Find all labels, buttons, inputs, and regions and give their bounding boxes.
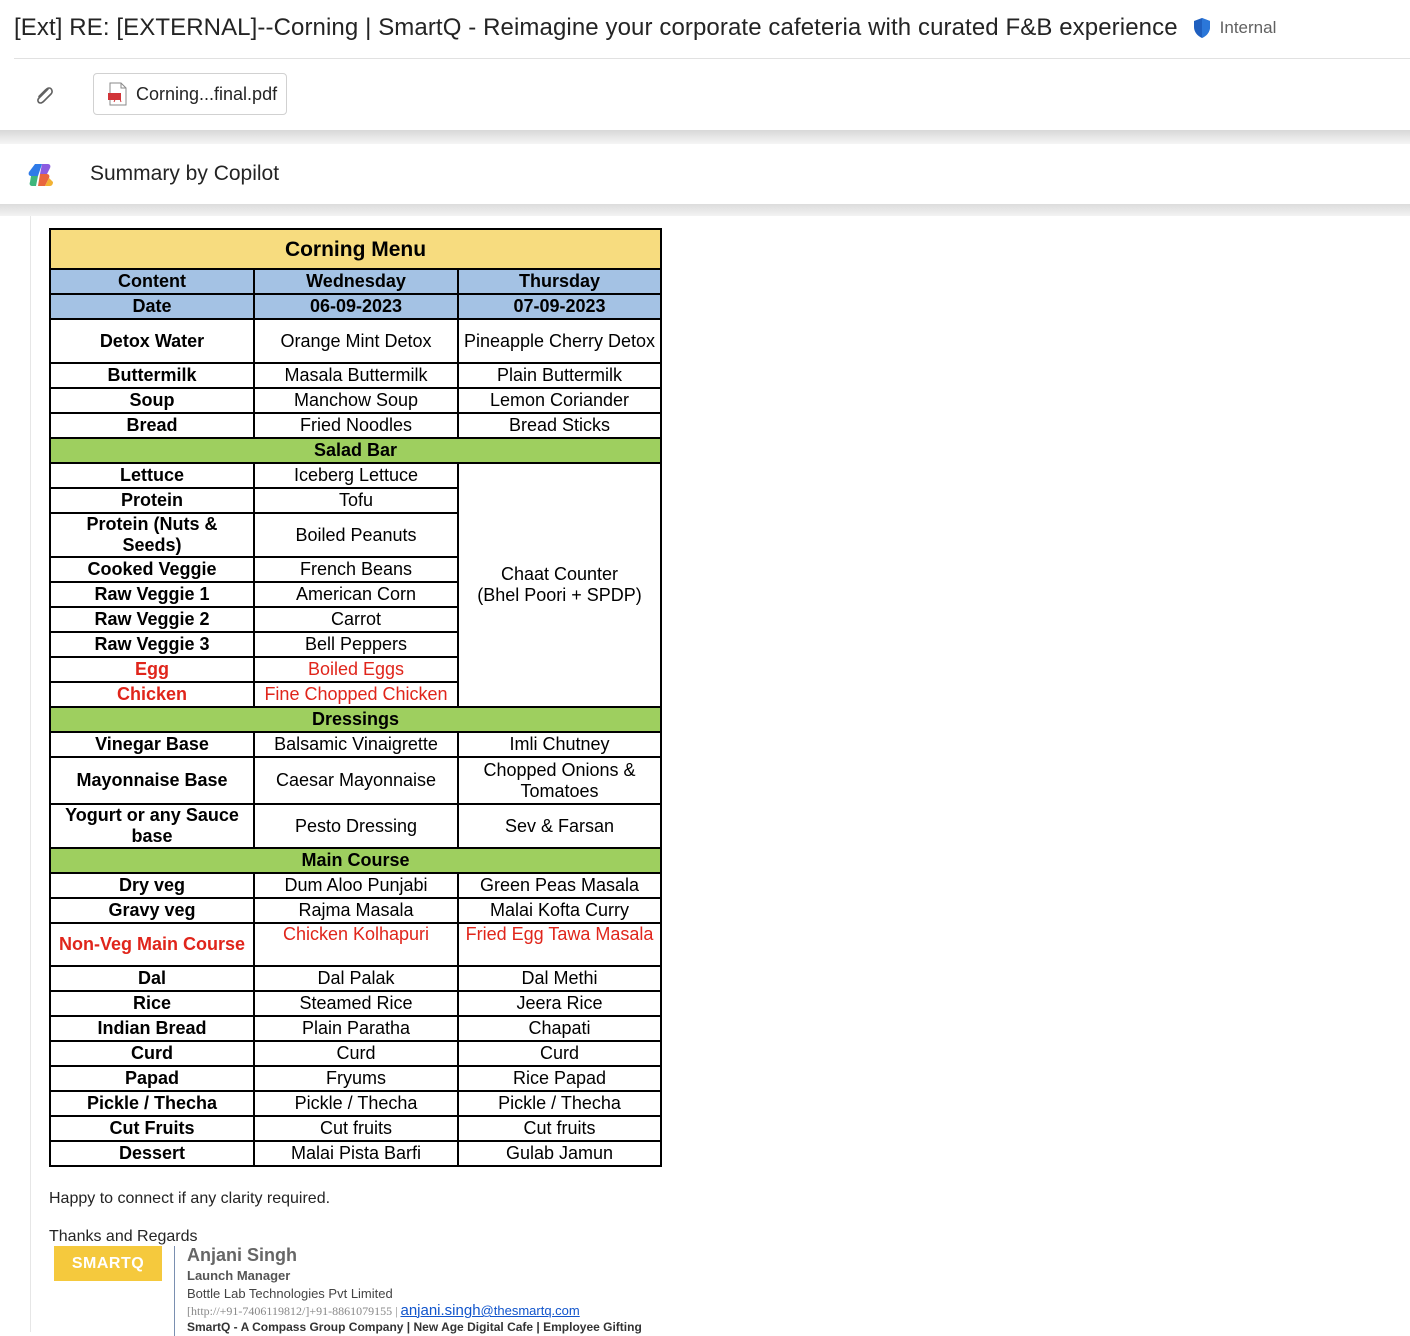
- menu-cell: Indian Bread: [50, 1016, 254, 1041]
- menu-section-row: [50, 438, 661, 463]
- menu-cell: Boiled Eggs: [254, 657, 458, 682]
- email-subject: [Ext] RE: [EXTERNAL]--Corning | SmartQ - Reimagine your corporate cafeteria with curated F&B experience: [14, 14, 1178, 41]
- signature-company: Bottle Lab Technologies Pvt Limited: [187, 1286, 393, 1301]
- menu-cell: Plain Paratha: [254, 1016, 458, 1041]
- table-row: [50, 991, 661, 1016]
- menu-cell: Boiled Peanuts: [254, 513, 458, 557]
- menu-cell: Protein (Nuts & Seeds): [50, 513, 254, 557]
- menu-cell: Rice Papad: [458, 1066, 661, 1091]
- table-row: [50, 804, 661, 848]
- email-subject-bar: [14, 10, 1410, 46]
- table-row: [50, 1116, 661, 1141]
- table-row: [50, 966, 661, 991]
- menu-cell: Dry veg: [50, 873, 254, 898]
- table-row: [50, 923, 661, 966]
- table-row: [50, 388, 661, 413]
- menu-cell: Raw Veggie 2: [50, 607, 254, 632]
- menu-cell: Fryums: [254, 1066, 458, 1091]
- section-main-course: Main Course: [50, 848, 661, 873]
- menu-cell: Balsamic Vinaigrette: [254, 732, 458, 757]
- menu-cell: Bread: [50, 413, 254, 438]
- menu-cell: Malai Pista Barfi: [254, 1141, 458, 1166]
- menu-cell: Caesar Mayonnaise: [254, 757, 458, 804]
- menu-date-row: [50, 294, 661, 319]
- table-row: [50, 757, 661, 804]
- menu-date-cell: Date: [50, 294, 254, 319]
- menu-cell: Cut Fruits: [50, 1116, 254, 1141]
- closing-text: Happy to connect if any clarity required.: [49, 1190, 331, 1207]
- menu-cell: Pickle / Thecha: [254, 1091, 458, 1116]
- menu-date-cell: 06-09-2023: [254, 294, 458, 319]
- menu-cell: Raw Veggie 1: [50, 582, 254, 607]
- menu-cell: Bread Sticks: [458, 413, 661, 438]
- menu-cell: Jeera Rice: [458, 991, 661, 1016]
- table-row: [50, 1041, 661, 1066]
- table-row: [50, 1016, 661, 1041]
- menu-section-row: [50, 707, 661, 732]
- menu-table: [49, 228, 662, 1167]
- menu-cell: Dum Aloo Punjabi: [254, 873, 458, 898]
- menu-cell: Imli Chutney: [458, 732, 661, 757]
- copilot-icon: [26, 160, 56, 190]
- copilot-summary-bar[interactable]: [0, 144, 1410, 204]
- menu-header-cell: Content: [50, 269, 254, 294]
- menu-title: Corning Menu: [50, 229, 661, 269]
- menu-cell: Curd: [50, 1041, 254, 1066]
- chaat-counter-cell: Chaat Counter (Bhel Poori + SPDP): [458, 463, 661, 707]
- section-separator: [0, 204, 1410, 216]
- menu-cell: Mayonnaise Base: [50, 757, 254, 804]
- menu-cell: Lettuce: [50, 463, 254, 488]
- shield-icon: [1192, 17, 1212, 39]
- menu-cell: Fried Egg Tawa Masala: [458, 923, 661, 966]
- attachments-row: [0, 59, 1410, 131]
- menu-cell: Non-Veg Main Course: [50, 923, 254, 966]
- menu-cell: Steamed Rice: [254, 991, 458, 1016]
- menu-cell: Rice: [50, 991, 254, 1016]
- quote-border: [30, 216, 31, 1332]
- table-row: [50, 898, 661, 923]
- menu-cell: Plain Buttermilk: [458, 363, 661, 388]
- menu-cell: Dessert: [50, 1141, 254, 1166]
- section-salad-bar: Salad Bar: [50, 438, 661, 463]
- menu-cell: Carrot: [254, 607, 458, 632]
- menu-date-cell: 07-09-2023: [458, 294, 661, 319]
- section-dressings: Dressings: [50, 707, 661, 732]
- menu-cell: Rajma Masala: [254, 898, 458, 923]
- menu-cell: Chicken Kolhapuri: [254, 923, 458, 966]
- paperclip-icon: [32, 83, 56, 109]
- signature-email[interactable]: anjani.singh@thesmartq.com: [400, 1302, 580, 1319]
- menu-cell: Gulab Jamun: [458, 1141, 661, 1166]
- menu-cell: Detox Water: [50, 319, 254, 363]
- menu-cell: Papad: [50, 1066, 254, 1091]
- signature-title: Launch Manager: [187, 1268, 291, 1283]
- menu-cell: Raw Veggie 3: [50, 632, 254, 657]
- table-row: [50, 873, 661, 898]
- menu-cell: Yogurt or any Sauce base: [50, 804, 254, 848]
- signature-name: Anjani Singh: [187, 1245, 297, 1265]
- menu-header-cell: Thursday: [458, 269, 661, 294]
- menu-cell: Dal Methi: [458, 966, 661, 991]
- table-row: [50, 1091, 661, 1116]
- attachment-card[interactable]: [93, 73, 287, 115]
- menu-cell: Tofu: [254, 488, 458, 513]
- menu-cell: Cut fruits: [458, 1116, 661, 1141]
- table-row: [50, 732, 661, 757]
- menu-cell: Egg: [50, 657, 254, 682]
- menu-cell: Lemon Coriander: [458, 388, 661, 413]
- menu-header-row: [50, 269, 661, 294]
- pdf-file-icon: [108, 82, 128, 106]
- menu-cell: Buttermilk: [50, 363, 254, 388]
- signature-tagline: SmartQ - A Compass Group Company | New Age Digital Cafe | Employee Gifting: [187, 1320, 642, 1334]
- table-row: [50, 1066, 661, 1091]
- signature-phone: [http://+91-7406119812/]+91-8861079155 |: [187, 1304, 398, 1318]
- menu-section-row: [50, 848, 661, 873]
- menu-cell: Bell Peppers: [254, 632, 458, 657]
- menu-cell: Dal: [50, 966, 254, 991]
- menu-cell: Fried Noodles: [254, 413, 458, 438]
- table-row: [50, 319, 661, 363]
- menu-cell: Cooked Veggie: [50, 557, 254, 582]
- menu-cell: Green Peas Masala: [458, 873, 661, 898]
- menu-cell: Pickle / Thecha: [50, 1091, 254, 1116]
- signature-divider: [174, 1246, 175, 1336]
- table-row: [50, 463, 661, 488]
- attachment-name: Corning...final.pdf: [136, 83, 278, 104]
- menu-cell: Gravy veg: [50, 898, 254, 923]
- menu-cell: Fine Chopped Chicken: [254, 682, 458, 707]
- menu-cell: Curd: [458, 1041, 661, 1066]
- copilot-summary-label: Summary by Copilot: [90, 162, 280, 185]
- table-row: [50, 363, 661, 388]
- menu-cell: Pesto Dressing: [254, 804, 458, 848]
- menu-cell: Manchow Soup: [254, 388, 458, 413]
- menu-cell: Orange Mint Detox: [254, 319, 458, 363]
- logo-text: SMARTQ: [71, 1254, 145, 1272]
- sensitivity-label[interactable]: [1192, 17, 1277, 39]
- menu-cell: Chicken: [50, 682, 254, 707]
- menu-cell: Malai Kofta Curry: [458, 898, 661, 923]
- menu-title-row: [50, 229, 661, 269]
- table-row: [50, 1141, 661, 1166]
- menu-cell: Iceberg Lettuce: [254, 463, 458, 488]
- menu-header-cell: Wednesday: [254, 269, 458, 294]
- signature-contact: [187, 1302, 580, 1319]
- menu-cell: Sev & Farsan: [458, 804, 661, 848]
- menu-cell: Pineapple Cherry Detox: [458, 319, 661, 363]
- menu-cell: French Beans: [254, 557, 458, 582]
- menu-cell: Dal Palak: [254, 966, 458, 991]
- menu-cell: Cut fruits: [254, 1116, 458, 1141]
- regards-text: Thanks and Regards: [49, 1228, 198, 1245]
- sensitivity-text: Internal: [1219, 18, 1277, 37]
- menu-cell: Curd: [254, 1041, 458, 1066]
- menu-cell: American Corn: [254, 582, 458, 607]
- menu-cell: Soup: [50, 388, 254, 413]
- menu-cell: Chopped Onions & Tomatoes: [458, 757, 661, 804]
- section-separator: [0, 130, 1410, 144]
- smartq-logo: [54, 1246, 162, 1281]
- menu-cell: Chapati: [458, 1016, 661, 1041]
- menu-cell: Pickle / Thecha: [458, 1091, 661, 1116]
- table-row: [50, 413, 661, 438]
- menu-cell: Protein: [50, 488, 254, 513]
- menu-cell: Masala Buttermilk: [254, 363, 458, 388]
- menu-cell: Vinegar Base: [50, 732, 254, 757]
